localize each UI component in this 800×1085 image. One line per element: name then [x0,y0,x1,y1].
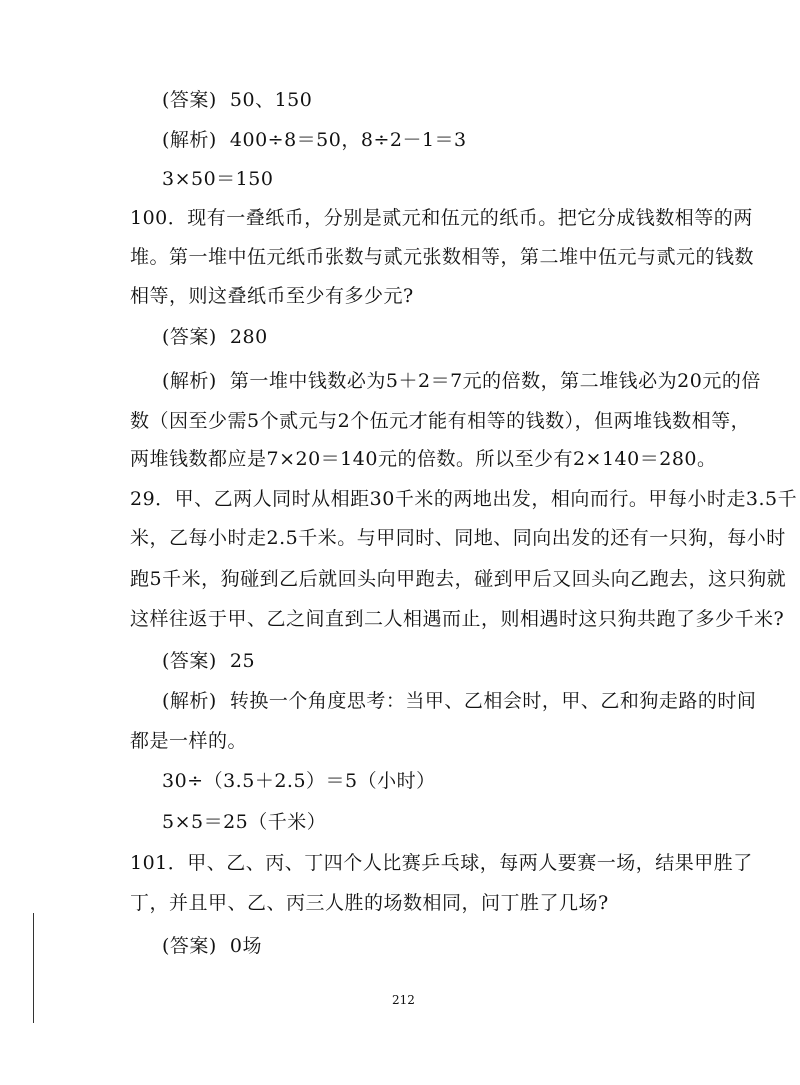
q101-question-line-1: 101．甲、乙、丙、丁四个人比赛乒乓球，每两人要赛一场，结果甲胜了 [130,852,753,874]
margin-scan-line [33,913,34,1023]
q29-question-line-2: 米，乙每小时走2.5千米。与甲同时、同地、同向出发的还有一只狗，每小时 [130,527,786,549]
q29-analysis-line-1: (解析) 转换一个角度思考：当甲、乙相会时，甲、乙和狗走路的时间 [162,690,757,712]
q99-answer: (答案) 50、150 [162,89,313,111]
q100-question-line-2: 堆。第一堆中伍元纸币张数与贰元张数相等，第二堆中伍元与贰元的钱数 [130,246,755,268]
q99-calculation: 3×50＝150 [162,168,274,190]
q101-question-line-2: 丁，并且甲、乙、丙三人胜的场数相同，问丁胜了几场? [130,892,609,914]
q101-answer: (答案) 0场 [162,935,262,957]
q100-analysis-line-2: 数（因至少需5个贰元与2个伍元才能有相等的钱数），但两堆钱数相等， [130,410,751,432]
q29-question-line-3: 跑5千米，狗碰到乙后就回头向甲跑去，碰到甲后又回头向乙跑去，这只狗就 [130,568,787,590]
q29-answer: (答案) 25 [162,650,256,672]
q29-question-line-4: 这样往返于甲、乙之间直到二人相遇而止，则相遇时这只狗共跑了多少千米? [130,608,785,630]
q100-analysis-line-1: (解析) 第一堆中钱数必为5＋2＝7元的倍数，第二堆钱必为20元的倍 [162,370,761,392]
q29-analysis-line-2: 都是一样的。 [130,730,248,752]
q100-question-line-1: 100．现有一叠纸币，分别是贰元和伍元的纸币。把它分成钱数相等的两 [130,207,753,229]
q100-analysis-line-3: 两堆钱数都应是7×20＝140元的倍数。所以至少有2×140＝280。 [130,448,717,470]
q29-calculation-1: 30÷（3.5＋2.5）＝5（小时） [162,770,436,792]
page-number: 212 [392,993,415,1007]
q100-answer: (答案) 280 [162,326,268,348]
q29-question-line-1: 29．甲、乙两人同时从相距30千米的两地出发，相向而行。甲每小时走3.5千 [130,488,798,510]
q29-calculation-2: 5×5＝25（千米） [162,811,327,833]
q99-analysis: (解析) 400÷8＝50，8÷2－1＝3 [162,129,467,151]
q100-question-line-3: 相等，则这叠纸币至少有多少元? [130,285,414,307]
